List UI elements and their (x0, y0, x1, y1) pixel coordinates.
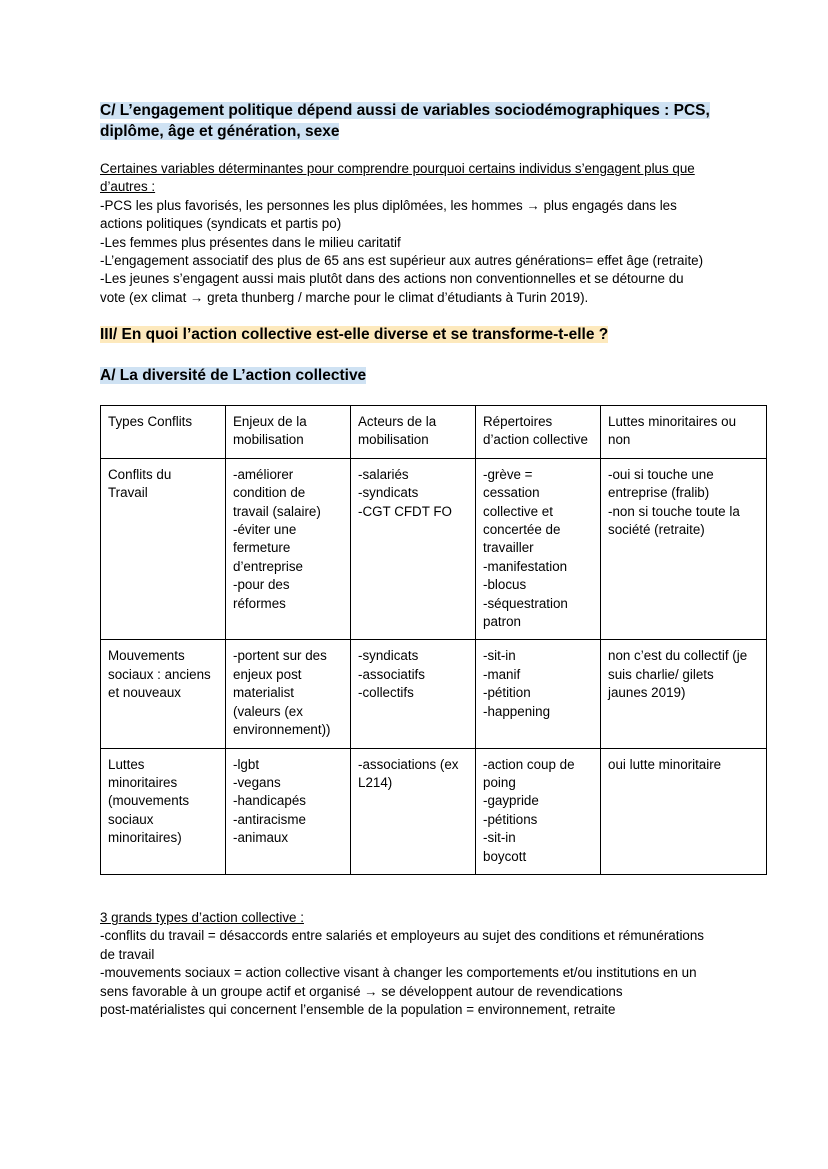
variables-line: -L’engagement associatif des plus de 65 ans est supérieur aux autres générations= effet âge (retraite) (100, 253, 704, 269)
cell-text-line: Conflits du (108, 466, 172, 482)
heading-a-text: A/ La diversité de L’action collective (100, 367, 367, 384)
table-cell (476, 458, 601, 640)
cell-text-line: materialist (233, 685, 295, 701)
table-cell (601, 640, 767, 748)
cell-text-line: Types Conflits (108, 414, 193, 429)
cell-text-line: -oui si touche une (608, 466, 714, 482)
cell-text-line: -vegans (233, 774, 281, 790)
table-cell (601, 458, 767, 640)
table-header-cell (601, 406, 767, 459)
cell-text-line: -associations (ex (358, 756, 459, 772)
heading-a (100, 365, 366, 386)
cell-text-line: (mouvements (108, 793, 190, 809)
cell-text-line: -salariés (358, 466, 409, 482)
table-cell (101, 640, 226, 748)
cell-text-line: société (retraite) (608, 522, 705, 538)
cell-text-line: Luttes (108, 756, 145, 772)
table-cell (226, 748, 351, 874)
cell-text-line: réformes (233, 595, 286, 611)
heading-iii-text: III/ En quoi l’action collective est-elle diverse et se transforme-t-elle ? (100, 326, 609, 343)
cell-text-line: oui lutte minoritaire (608, 756, 722, 772)
heading-c-line-2: diplôme, âge et génération, sexe (100, 123, 340, 140)
cell-text-line: Travail (108, 485, 148, 501)
heading-c (100, 100, 710, 142)
cell-text-line: -syndicats (358, 485, 419, 501)
cell-text-line: d’action collective (483, 432, 588, 448)
cell-text-line: -gaypride (483, 793, 539, 809)
cell-text-line: L214) (358, 774, 393, 790)
table-header-cell (101, 406, 226, 459)
table-cell (101, 748, 226, 874)
cell-text-line: -pour des (233, 577, 290, 593)
cell-text-line: -pétitions (483, 811, 538, 827)
cell-text-line: -lgbt (233, 756, 260, 772)
cell-text-line: minoritaires) (108, 830, 182, 846)
cell-text-line: -handicapés (233, 793, 306, 809)
cell-text-line: -action coup de (483, 756, 575, 772)
cell-text-line: fermeture (233, 540, 291, 556)
cell-text-line: suis charlie/ gilets (608, 666, 714, 682)
cell-text-line: Répertoires (483, 414, 553, 429)
table-cell (351, 640, 476, 748)
cell-text-line: -associatifs (358, 666, 425, 682)
cell-text-line: -collectifs (358, 685, 414, 701)
heading-c-line-1: C/ L’engagement politique dépend aussi de variables sociodémographiques : PCS, (100, 102, 710, 119)
cell-text-line: -séquestration (483, 595, 568, 611)
cell-text-line: travailler (483, 540, 534, 556)
cell-text-line: collective et (483, 503, 553, 519)
cell-text-line: boycott (483, 848, 527, 864)
cell-text-line: -grève = (483, 466, 533, 482)
cell-text-line: minoritaires (108, 774, 178, 790)
cell-text-line: non c’est du collectif (je (608, 648, 748, 664)
cell-text-line: patron (483, 614, 521, 630)
table-cell (101, 458, 226, 640)
variables-title-line-2: d’autres : (100, 179, 156, 195)
table-cell (476, 640, 601, 748)
cell-text-line: travail (salaire) (233, 503, 321, 519)
cell-text-line: condition de (233, 485, 306, 501)
cell-text-line: -happening (483, 703, 551, 719)
cell-text-line: (valeurs (ex (233, 703, 303, 719)
cell-text-line: Luttes minoritaires ou (608, 414, 737, 429)
cell-text-line: non (608, 432, 631, 448)
cell-text-line: Enjeux de la (233, 414, 307, 429)
cell-text-line: jaunes 2019) (608, 685, 686, 701)
cell-text-line: -pétition (483, 685, 531, 701)
table-cell (351, 458, 476, 640)
cell-text-line: mobilisation (233, 432, 304, 448)
table-row (101, 458, 767, 640)
table-row (101, 748, 767, 874)
variables-line: vote (ex climat → greta thunberg / marche pour le climat d’étudiants à Turin 2019). (100, 289, 589, 305)
types-section (100, 909, 740, 1019)
cell-text-line: -sit-in (483, 830, 516, 846)
cell-text-line: -animaux (233, 830, 289, 846)
cell-text-line: -manifestation (483, 558, 568, 574)
types-line: post-matérialistes qui concernent l’ensemble de la population = environnement, retraite (100, 1002, 616, 1018)
table-cell (601, 748, 767, 874)
cell-text-line: concertée de (483, 522, 561, 538)
types-line: sens favorable à un groupe actif et organisé → se développent autour de revendications (100, 983, 623, 999)
table-cell (226, 640, 351, 748)
cell-text-line: -améliorer (233, 466, 294, 482)
cell-text-line: -syndicats (358, 648, 419, 664)
cell-text-line: -manif (483, 666, 521, 682)
cell-text-line: Mouvements (108, 648, 185, 664)
cell-text-line: Acteurs de la (358, 414, 437, 429)
cell-text-line: environnement)) (233, 722, 331, 738)
table-cell (226, 458, 351, 640)
cell-text-line: et nouveaux (108, 685, 181, 701)
variables-line: -Les jeunes s’engagent aussi mais plutôt dans des actions non conventionnelles et se détourne du (100, 271, 684, 287)
heading-iii (100, 324, 608, 345)
cell-text-line: sociaux (108, 811, 154, 827)
table-row (101, 640, 767, 748)
cell-text-line: -non si touche toute la (608, 503, 740, 519)
types-line: de travail (100, 946, 155, 962)
table-header-cell (476, 406, 601, 459)
cell-text-line: mobilisation (358, 432, 429, 448)
table-cell (351, 748, 476, 874)
cell-text-line: -antiracisme (233, 811, 306, 827)
table-header-cell (226, 406, 351, 459)
table-header-row (101, 406, 767, 459)
cell-text-line: -sit-in (483, 648, 516, 664)
table-header-cell (351, 406, 476, 459)
table-cell (476, 748, 601, 874)
action-collective-table (100, 405, 767, 875)
cell-text-line: -blocus (483, 577, 527, 593)
variables-line: actions politiques (syndicats et partis po) (100, 216, 342, 232)
cell-text-line: poing (483, 774, 516, 790)
cell-text-line: entreprise (fralib) (608, 485, 710, 501)
cell-text-line: sociaux : anciens (108, 666, 211, 682)
cell-text-line: -CGT CFDT FO (358, 503, 452, 519)
cell-text-line: enjeux post (233, 666, 302, 682)
types-line: -mouvements sociaux = action collective visant à changer les comportements et/ou institutions en un (100, 965, 697, 981)
cell-text-line: cessation (483, 485, 540, 501)
variables-line: -PCS les plus favorisés, les personnes les plus diplômées, les hommes → plus engagés dans les (100, 197, 677, 213)
variables-section (100, 160, 740, 307)
types-title: 3 grands types d’action collective : (100, 910, 304, 925)
cell-text-line: d’entreprise (233, 558, 303, 574)
cell-text-line: -portent sur des (233, 648, 327, 664)
types-line: -conflits du travail = désaccords entre salariés et employeurs au sujet des conditions et rémunérations (100, 928, 705, 944)
variables-title-line-1: Certaines variables déterminantes pour comprendre pourquoi certains individus s’engagent plus que (100, 161, 695, 176)
cell-text-line: -éviter une (233, 522, 297, 538)
variables-line: -Les femmes plus présentes dans le milieu caritatif (100, 234, 401, 250)
